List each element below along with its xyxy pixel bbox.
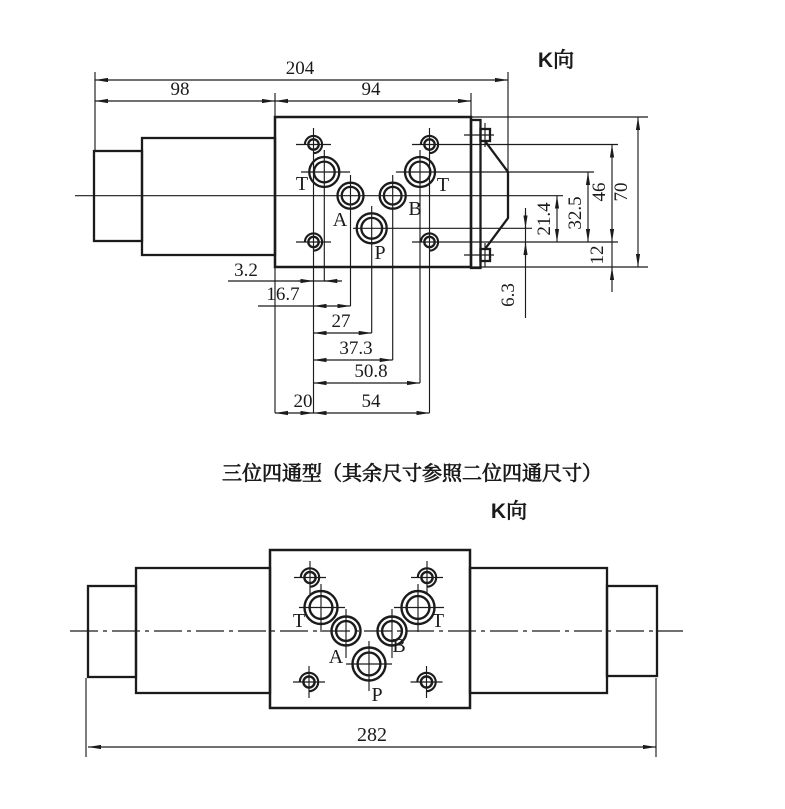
side-plate (471, 120, 481, 268)
solenoid-body (142, 138, 275, 255)
dim-50-8: 50.8 (354, 361, 388, 382)
drawing-title: 三位四通型（其余尺寸参照二位四通尺寸） (222, 463, 602, 485)
bottom-crosshairs (293, 561, 444, 698)
port-label-t-right: T (436, 174, 450, 196)
dim-98: 98 (170, 79, 190, 100)
top-view-drawing (75, 48, 648, 413)
k-view-label-top: K向 (537, 49, 575, 72)
dim-16-7: 16.7 (266, 284, 300, 305)
dim-27: 27 (331, 311, 351, 332)
dim-204: 204 (285, 58, 315, 79)
dim-6-3: 6.3 (498, 283, 519, 307)
port-label-t-left: T (295, 173, 309, 195)
top-y-dimension-chain (498, 117, 638, 318)
dim-32-5: 32.5 (565, 196, 586, 230)
port-label-b: B (408, 198, 422, 220)
dim-70: 70 (611, 182, 632, 202)
dim-46: 46 (589, 182, 610, 202)
port-label-t-left: T (292, 610, 306, 632)
dim-20: 20 (293, 391, 313, 412)
k-view-label-bottom: K向 (490, 500, 528, 523)
port-label-a: A (332, 209, 348, 231)
bottom-view-drawing (70, 550, 683, 757)
bottom-port-pattern (293, 561, 444, 706)
port-label-a: A (328, 646, 344, 668)
port-label-p: P (374, 242, 386, 264)
dim-282: 282 (357, 724, 387, 746)
top-x-dimension-chain (228, 260, 430, 413)
dim-94: 94 (361, 79, 381, 100)
clamp-wedge (485, 141, 508, 249)
dim-21-4: 21.4 (534, 202, 555, 236)
port-label-t-right: T (431, 610, 445, 632)
top-port-pattern (296, 136, 449, 264)
dim-3-2: 3.2 (234, 260, 258, 281)
port-label-b: B (392, 635, 406, 657)
dim-37-3: 37.3 (339, 338, 373, 359)
dim-12: 12 (587, 245, 608, 265)
port-label-p: P (371, 684, 383, 706)
top-width-dimensions (95, 48, 574, 101)
dim-54: 54 (361, 391, 381, 412)
